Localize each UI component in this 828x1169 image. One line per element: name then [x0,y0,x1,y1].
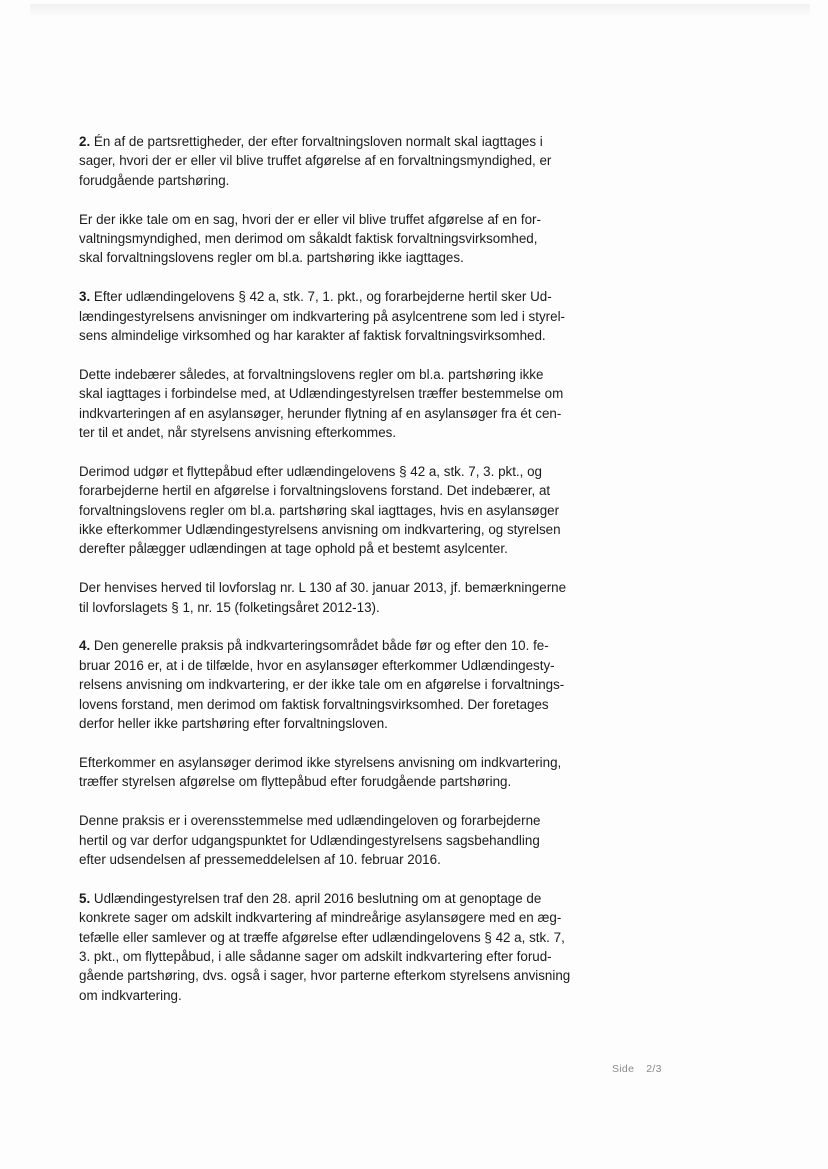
paragraph [79,287,599,345]
paragraph-text: Denne praksis er i overensstemmelse med udlændingeloven og forarbejderne [79,813,541,829]
paragraph-line [79,772,599,791]
paragraph-text: Den generelle praksis på indkvarteringsområdet både før og efter den 10. fe- [93,638,549,654]
paragraph-number: 2. [79,134,91,149]
paragraph-text: skal iagttages i forbindelse med, at Udlændingestyrelsen træffer bestemmelse om [79,386,564,402]
page-number [612,1063,662,1075]
paragraph-text: sager, hvori der er eller vil blive truffet afgørelse af en forvaltningsmyndighed, er [79,153,552,169]
paragraph-line [79,307,599,326]
paragraph-line [79,675,599,694]
paragraph [79,811,599,869]
paragraph-text: lovens forstand, men derimod om faktisk forvaltningsvirksomhed. Der foretages [79,696,549,712]
page-number-label: Side [612,1063,635,1075]
paragraph-line [79,501,599,520]
paragraph-line [79,384,599,403]
paragraph-line [79,210,599,229]
paragraph-text: valtningsmyndighed, men derimod om såkaldt faktisk forvaltningsvirksomhed, [79,231,538,247]
paragraph-line [79,811,599,830]
paragraph-line [79,636,599,655]
paragraph-line [79,404,599,423]
paragraph-text: derefter pålægger udlændingen at tage ophold på et bestemt asylcenter. [79,541,508,557]
paragraph-line [79,966,599,985]
paragraph-text: derfor heller ikke partshøring efter forvaltningsloven. [79,716,388,732]
paragraph-line [79,831,599,850]
paragraph-text: Dette indebærer således, at forvaltningslovens regler om bl.a. partshøring ikke [79,366,544,382]
paragraph-text: indkvarteringen af en asylansøger, herunder flytning af en asylansøger fra ét cen- [79,405,562,421]
paragraph-line [79,326,599,345]
paragraph-line [79,889,599,908]
paragraph-line [79,520,599,539]
paragraph-text: bruar 2016 er, at i de tilfælde, hvor en asylansøger efterkommer Udlændingesty- [79,657,555,673]
paragraph-line [79,928,599,947]
paragraph [79,132,599,190]
paragraph-text: forvaltningslovens regler om bl.a. partshøring skal iagttages, hvis en asylansøger [79,502,560,518]
paragraph-line [79,248,599,267]
paragraph-line [79,908,599,927]
paragraph [79,462,599,559]
paragraph [79,753,599,792]
paragraph-text: relsens anvisning om indkvartering, er der ikke tale om en afgørelse i forvaltnings- [79,677,565,693]
paragraph [79,636,599,733]
paragraph-text: forudgående partshøring. [79,172,230,188]
paragraph-text: Udlændingestyrelsen traf den 28. april 2016 beslutning om at genoptage de [93,890,542,906]
paragraph-text: tefælle eller samlever og at træffe afgørelse efter udlændingelovens § 42 a, stk. 7, [79,929,565,945]
paragraph-text: Der henvises herved til lovforslag nr. L 130 af 30. januar 2013, jf. bemærkningerne [79,580,567,596]
paragraph-text: Er der ikke tale om en sag, hvori der er eller vil blive truffet afgørelse af en for- [79,211,541,227]
paragraph-line [79,365,599,384]
paragraph-line [79,947,599,966]
paragraph-text: sens almindelige virksomhed og har karakter af faktisk forvaltningsvirksomhed. [79,328,546,344]
paragraph-line [79,850,599,869]
paragraph-number: 5. [79,890,91,906]
paragraph-text: træffer styrelsen afgørelse om flyttepåbud efter forudgående partshøring. [79,774,512,790]
paragraph-text: skal forvaltningslovens regler om bl.a. partshøring ikke iagttages. [79,250,464,266]
paragraph-text: 3. pkt., om flyttepåbud, i alle sådanne sager om adskilt indkvartering efter forud- [79,948,552,964]
paragraph-number: 4. [79,638,91,654]
paragraph-line [79,423,599,442]
paragraph-line [79,695,599,714]
paragraph-text: hertil og var derfor udgangspunktet for Udlændingestyrelsens sagsbehandling [79,832,540,848]
scan-edge-shadow [30,4,810,18]
paragraph-text: forarbejderne hertil en afgørelse i forvaltningslovens forstand. Det indebærer, at [79,483,551,499]
paragraph [79,889,599,1005]
paragraph-line [79,481,599,500]
paragraph-text: lændingestyrelsens anvisninger om indkvartering på asylcentrene som led i styrel- [79,308,566,324]
paragraph-text: om indkvartering. [79,987,182,1003]
paragraph-line [79,229,599,248]
paragraph-text: gående partshøring, dvs. også i sager, hvor parterne efterkom styrelsens anvisning [79,968,571,984]
paragraph-text: Én af de partsrettigheder, der efter forvaltningsloven normalt skal iagttages i [93,134,543,149]
paragraph-text: Efterkommer en asylansøger derimod ikke styrelsens anvisning om indkvartering, [79,754,562,770]
paragraph-line [79,598,599,617]
paragraph-text: efter udsendelsen af pressemeddelelsen af 10. februar 2016. [79,851,441,867]
paragraph-line [79,287,599,306]
paragraph-line [79,462,599,481]
paragraph-line [79,656,599,675]
paragraph [79,578,599,617]
paragraph-text: Efter udlændingelovens § 42 a, stk. 7, 1. pkt., og forarbejderne hertil sker Ud- [93,289,552,305]
paragraph-number: 3. [79,289,91,305]
paragraph-text: ter til et andet, når styrelsens anvisning efterkommes. [79,425,397,441]
paragraph-line [79,714,599,733]
paragraph-line [79,539,599,558]
paragraph-line [79,151,599,170]
paragraph-line [79,132,599,151]
paragraph-text: konkrete sager om adskilt indkvartering af mindreårige asylansøgere med en æg- [79,910,562,926]
paragraph-line [79,171,599,190]
paragraph-line [79,578,599,597]
paragraph [79,365,599,443]
paragraph-text: ikke efterkommer Udlændingestyrelsens anvisning om indkvartering, og styrelsen [79,522,561,538]
paragraph-line [79,986,599,1005]
page-number-value: 2/3 [646,1063,662,1075]
paragraph [79,210,599,268]
paragraph-text: til lovforslagets § 1, nr. 15 (folketingsåret 2012-13). [79,599,380,615]
document-body [79,132,599,1025]
paragraph-line [79,753,599,772]
paragraph-text: Derimod udgør et flyttepåbud efter udlændingelovens § 42 a, stk. 7, 3. pkt., og [79,463,542,479]
